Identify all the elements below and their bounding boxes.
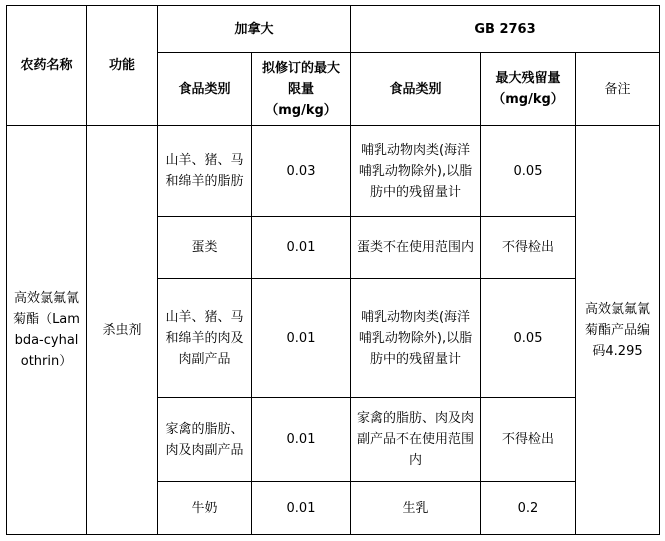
header-gb-food-category: 食品类别 — [389, 81, 442, 97]
pesticide-name: 高效氯氟氰菊酯（Lambda-cyhalothrin） — [13, 291, 80, 369]
table-cell-canada-food: 家禽的脂肪、肉及肉副产品 — [165, 421, 244, 458]
header-group-gb2763: GB 2763 — [474, 21, 536, 37]
table-cell-canada-mrl: 0.03 — [286, 163, 316, 179]
header-canada-proposed-mrl: 拟修订的最大限量（mg/kg） — [261, 60, 340, 118]
table-cell-gb-mrl: 不得检出 — [501, 240, 554, 255]
pesticide-function: 杀虫剂 — [102, 322, 142, 338]
table-cell-gb-food: 哺乳动物肉类(海洋哺乳动物除外),以脂肪中的残留量计 — [358, 309, 473, 367]
table-cell-gb-mrl: 0.05 — [513, 330, 543, 346]
header-pesticide-name: 农药名称 — [20, 58, 73, 73]
table-border-right — [659, 5, 660, 535]
table-cell-canada-mrl: 0.01 — [286, 330, 316, 346]
table-cell-canada-food: 山羊、猪、马和绵羊的脂肪 — [165, 153, 244, 189]
table-cell-gb-mrl: 0.2 — [517, 500, 539, 516]
table-cell-canada-mrl: 0.01 — [286, 500, 316, 516]
header-canada-food-category: 食品类别 — [178, 81, 231, 97]
table-border-bottom — [6, 534, 660, 535]
table-cell-canada-food: 蛋类 — [191, 240, 218, 255]
header-gb-note: 备注 — [604, 81, 631, 97]
pesticide-note: 高效氯氟氰菊酯产品编码4.295 — [584, 301, 650, 359]
header-function: 功能 — [108, 58, 135, 73]
table-cell-gb-food: 哺乳动物肉类(海洋哺乳动物除外),以脂肪中的残留量计 — [358, 142, 473, 200]
table-cell-canada-mrl: 0.01 — [286, 432, 316, 447]
table-cell-gb-food: 生乳 — [402, 500, 429, 516]
header-gb-max-residue: 最大残留量（mg/kg） — [492, 71, 564, 107]
table-cell-canada-food: 牛奶 — [191, 500, 218, 516]
table-cell-canada-food: 山羊、猪、马和绵羊的肉及肉副产品 — [165, 309, 244, 367]
table-cell-gb-food: 家禽的脂肪、肉及肉副产品不在使用范围内 — [356, 411, 474, 468]
table-cell-gb-mrl: 0.05 — [513, 163, 543, 179]
table-cell-gb-mrl: 不得检出 — [501, 432, 554, 447]
header-group-canada: 加拿大 — [234, 21, 274, 37]
table-cell-canada-mrl: 0.01 — [286, 240, 316, 255]
table-cell-gb-food: 蛋类不在使用范围内 — [356, 240, 474, 255]
